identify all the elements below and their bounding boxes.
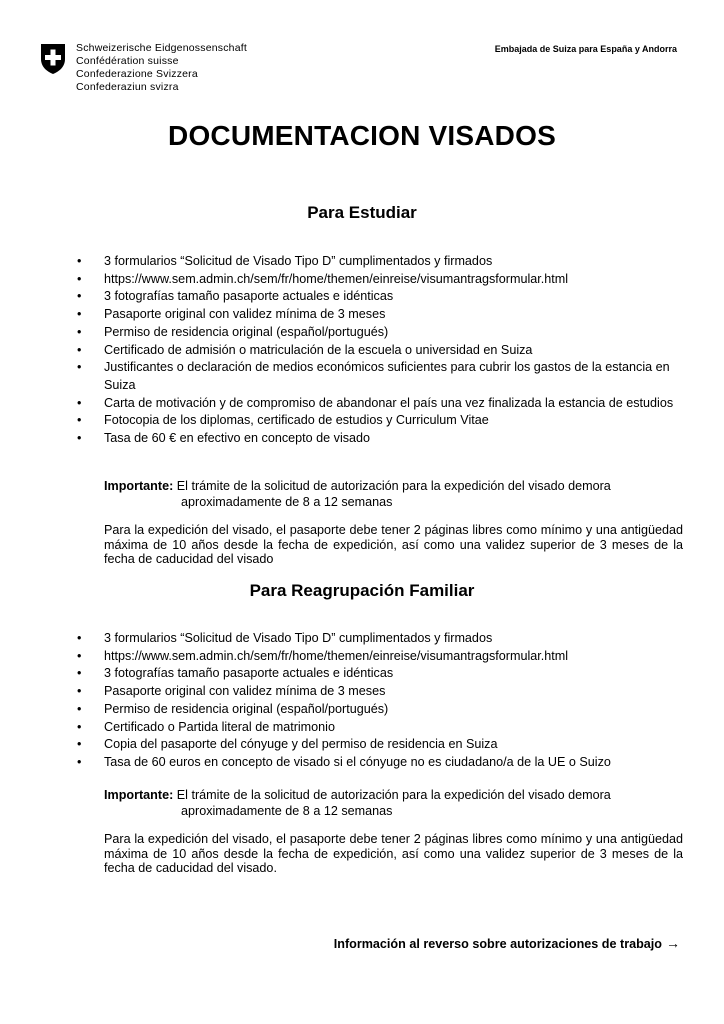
agency-name-fr: Confédération suisse [76, 55, 179, 67]
list-item: • Certificado de admisión o matriculación de la escuela o universidad en Suiza [77, 342, 681, 360]
list-item: • 3 fotografías tamaño pasaporte actuales e idénticas [77, 665, 681, 683]
swiss-shield-icon [40, 43, 66, 75]
list-item: • Justificantes o declaración de medios económicos suficientes para cubrir los gastos de la estancia en Suiza [77, 359, 681, 394]
reverse-info-note [334, 935, 680, 951]
section-heading-family: Para Reagrupación Familiar [249, 581, 475, 600]
agency-name-rm: Confederaziun svizra [76, 81, 179, 93]
important-label: Importante: [104, 788, 174, 802]
list-item: • Tasa de 60 € en efectivo en concepto de visado [77, 430, 681, 448]
important-text: El trámite de la solicitud de autorización para la expedición del visado demora [176, 479, 611, 493]
list-item: • 3 formularios “Solicitud de Visado Tipo D” cumplimentados y firmados [77, 630, 681, 648]
list-item: • Pasaporte original con validez mínima de 3 meses [77, 683, 681, 701]
arrow-right-icon: → [666, 935, 680, 951]
list-item: • Tasa de 60 euros en concepto de visado si el cónyuge no es ciudadano/a de la UE o Suizo [77, 754, 681, 772]
important-label: Importante: [104, 479, 174, 493]
study-requirements-list [77, 253, 681, 448]
list-item-link[interactable]: • https://www.sem.admin.ch/sem/fr/home/themen/einreise/visumantragsformular.html [77, 271, 681, 289]
list-item: • Permiso de residencia original (español/portugués) [77, 324, 681, 342]
list-item: • Pasaporte original con validez mínima de 3 meses [77, 306, 681, 324]
section-heading-study: Para Estudiar [307, 203, 417, 222]
list-item: • Fotocopia de los diplomas, certificado de estudios y Curriculum Vitae [77, 412, 681, 430]
reverse-info-text: Información al reverso sobre autorizaciones de trabajo [333, 937, 662, 951]
agency-names [76, 42, 247, 94]
list-item: • 3 fotografías tamaño pasaporte actuales e idénticas [77, 288, 681, 306]
embassy-name: Embajada de Suiza para España y Andorra [494, 44, 677, 54]
important-note-family [104, 788, 684, 819]
important-text-continued: aproximadamente de 8 a 12 semanas [181, 803, 393, 818]
passport-note-study: Para la expedición del visado, el pasaporte debe tener 2 páginas libres como mínimo y una antigüedad máxima de 10 años desde la fecha de expedición, así como una validez superior de 3 meses de la fecha de caducidad del visado [104, 523, 683, 567]
agency-name-it: Confederazione Svizzera [76, 68, 198, 80]
page-title: DOCUMENTACION VISADOS [168, 120, 556, 151]
list-item: • 3 formularios “Solicitud de Visado Tipo D” cumplimentados y firmados [77, 253, 681, 271]
list-item: • Copia del pasaporte del cónyuge y del permiso de residencia en Suiza [77, 736, 681, 754]
list-item: • Certificado o Partida literal de matrimonio [77, 719, 681, 737]
important-note-study [104, 479, 684, 510]
list-item: • Carta de motivación y de compromiso de abandonar el país una vez finalizada la estancia de estudios [77, 395, 681, 413]
list-item-link[interactable]: • https://www.sem.admin.ch/sem/fr/home/themen/einreise/visumantragsformular.html [77, 648, 681, 666]
passport-note-family: Para la expedición del visado, el pasaporte debe tener 2 páginas libres como mínimo y una antigüedad máxima de 10 años desde la fecha de expedición, así como una validez superior de 3 meses de la fecha de caducidad del visado. [104, 832, 683, 876]
swiss-confederation-logo [40, 42, 247, 94]
family-requirements-list [77, 630, 681, 772]
list-item: • Permiso de residencia original (español/portugués) [77, 701, 681, 719]
agency-name-de: Schweizerische Eidgenossenschaft [76, 42, 247, 54]
important-text: El trámite de la solicitud de autorización para la expedición del visado demora [176, 788, 611, 802]
important-text-continued: aproximadamente de 8 a 12 semanas [181, 494, 393, 509]
